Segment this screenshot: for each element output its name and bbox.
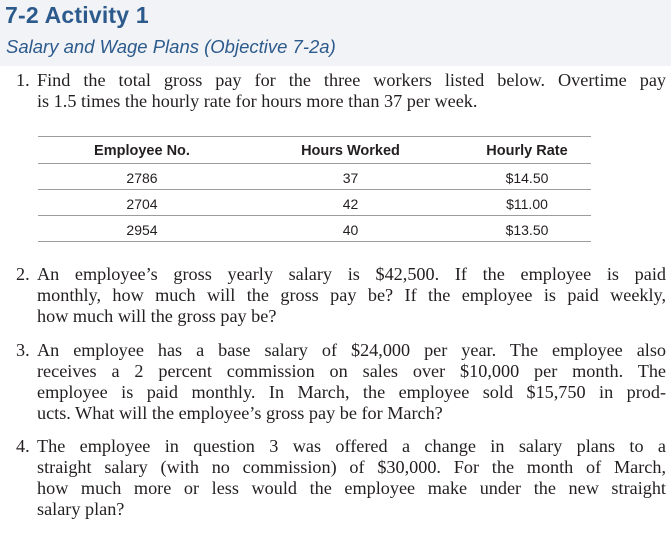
question-number: 4. — [16, 436, 30, 456]
cell-hours-worked: 37 — [342, 170, 359, 186]
table-row — [38, 216, 591, 241]
cell-employee-no: 2704 — [126, 196, 158, 212]
activity-title: 7-2 Activity 1 — [5, 2, 149, 28]
table-header-row — [38, 137, 591, 163]
question-line: Find the total gross pay for the three workers listed below. Overtime pay — [37, 70, 666, 90]
question-number: 2. — [16, 264, 30, 284]
question-number: 3. — [16, 340, 30, 360]
column-header-employee-no: Employee No. — [94, 143, 190, 159]
question-line: An employee’s gross yearly salary is $42,500. If the employee is paid — [37, 264, 666, 284]
question-line: An employee has a base salary of $24,000 per year. The employee also — [37, 340, 666, 360]
cell-employee-no: 2954 — [126, 222, 158, 238]
column-header-hours-worked: Hours Worked — [301, 143, 400, 159]
table-rule — [38, 241, 591, 242]
table-row — [38, 164, 591, 189]
question-line: receives a 2 percent commission on sales over $10,000 per month. The — [37, 361, 666, 381]
question-line: how much will the gross pay be? — [37, 306, 277, 326]
question-line: salary plan? — [37, 499, 125, 519]
question-line: straight salary (with no commission) of $30,000. For the month of March, — [37, 457, 666, 477]
cell-employee-no: 2786 — [126, 170, 158, 186]
question-line: ucts. What will the employee’s gross pay be for March? — [37, 403, 443, 423]
cell-hourly-rate: $11.00 — [506, 196, 548, 212]
question-line: is 1.5 times the hourly rate for hours more than 37 per week. — [37, 91, 478, 111]
cell-hours-worked: 42 — [342, 196, 359, 212]
question-2 — [16, 264, 666, 327]
question-line: how much more or less would the employee make under the new straight — [37, 478, 666, 498]
question-line: employee is paid monthly. In March, the employee sold $15,750 in prod- — [37, 382, 666, 402]
cell-hourly-rate: $14.50 — [505, 170, 549, 186]
cell-hourly-rate: $13.50 — [505, 222, 549, 238]
activity-subtitle: Salary and Wage Plans (Objective 7-2a) — [6, 36, 336, 57]
question-number: 1. — [16, 70, 30, 90]
question-line: monthly, how much will the gross pay be? If the employee is paid weekly, — [37, 285, 666, 305]
column-header-hourly-rate: Hourly Rate — [486, 143, 568, 159]
employee-hours-table — [38, 136, 591, 242]
question-1 — [16, 70, 666, 112]
question-line: The employee in question 3 was offered a change in salary plans to a — [37, 436, 666, 456]
question-4 — [16, 436, 666, 520]
cell-hours-worked: 40 — [342, 222, 359, 238]
table-row — [38, 190, 591, 215]
question-3 — [16, 340, 666, 424]
